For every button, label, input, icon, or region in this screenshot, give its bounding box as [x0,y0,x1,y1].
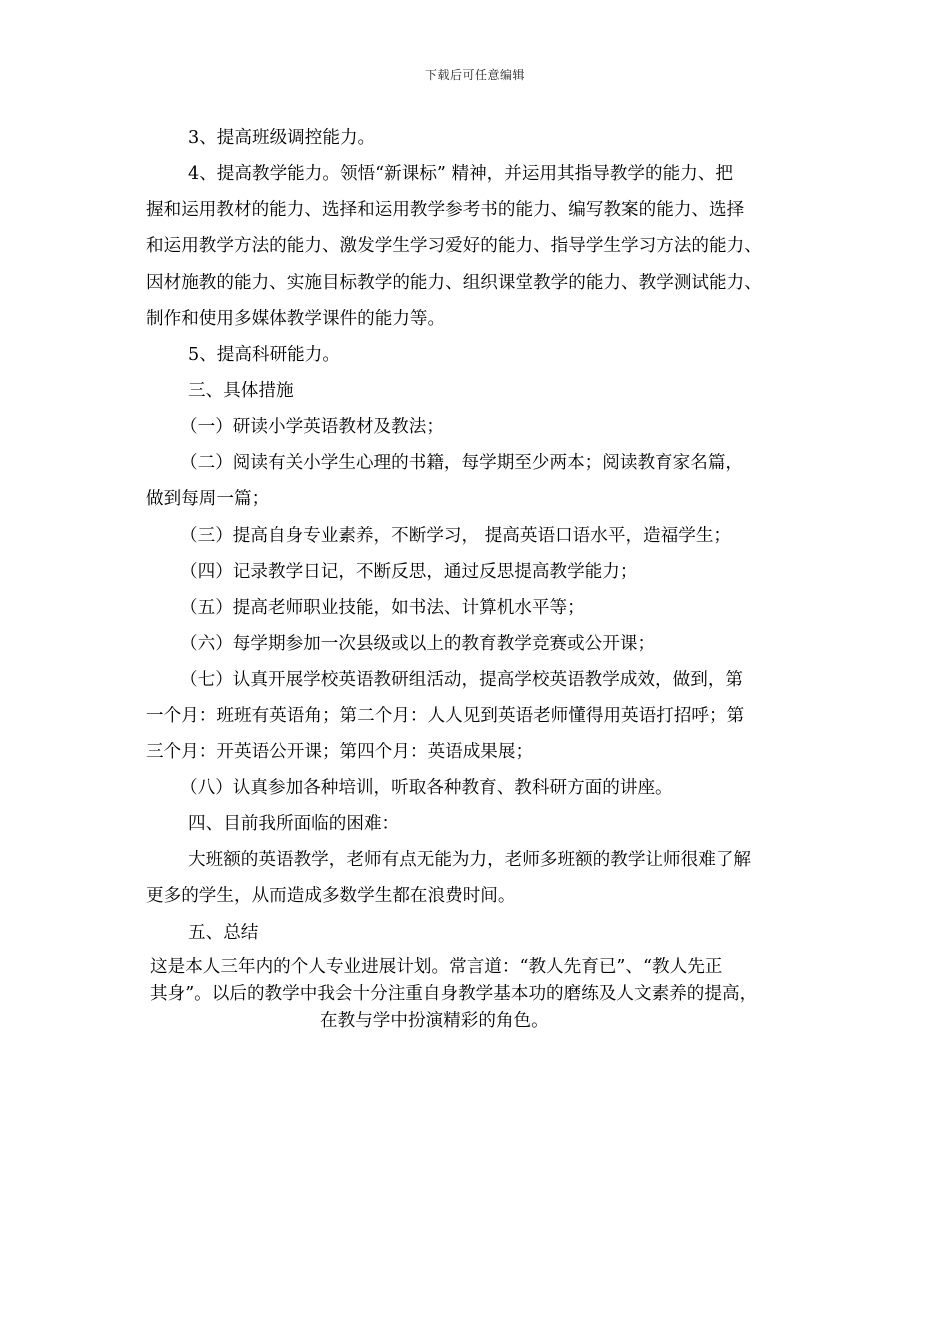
body-line: 3、提高班级调控能力。 [188,128,376,148]
summary-line: 在教与学中扮演精彩的角色。 [320,1011,549,1031]
measure-item: （六）每学期参加一次县级或以上的教育教学竞赛或公开课； [180,634,656,654]
measure-item: （二）阅读有关小学生心理的书籍，每学期至少两本；阅读教育家名篇， [180,453,744,473]
body-line: 三个月：开英语公开课；第四个月：英语成果展； [146,742,534,762]
body-line: 因材施教的能力、实施目标教学的能力、组织课堂教学的能力、教学测试能力、 [146,273,762,293]
body-line: 做到每周一篇； [146,489,270,509]
body-line: 一个月：班班有英语角；第二个月：人人见到英语老师懂得用英语打招呼；第 [146,706,745,726]
body-line: 制作和使用多媒体教学课件的能力等。 [146,309,446,329]
measure-item: （三）提高自身专业素养，不断学习， 提高英语口语水平，造福学生； [180,526,732,546]
summary-line: 其身”。以后的教学中我会十分注重自身教学基本功的磨练及人文素养的提高， [150,984,758,1004]
measure-item: （四）记录教学日记，不断反思，通过反思提高教学能力； [180,562,638,582]
body-line: 大班额的英语教学，老师有点无能为力，老师多班额的教学让师很难了解 [188,850,752,870]
body-line: 握和运用教材的能力、选择和运用教学参考书的能力、编写教案的能力、选择 [146,200,745,220]
measure-item: （七）认真开展学校英语教研组活动，提高学校英语教学成效，做到，第 [180,670,744,690]
summary-line: 这是本人三年内的个人专业进展计划。常言道：“教人先育已”、“教人先正 [150,957,723,977]
page-header: 下载后可任意编辑 [424,68,525,82]
body-line: 和运用教学方法的能力、激发学生学习爱好的能力、指导学生学习方法的能力、 [146,236,762,256]
measure-item: （八）认真参加各种培训，听取各种教育、教科研方面的讲座。 [180,778,673,798]
body-line: 4、提高教学能力。领悟“新课标” 精神，并运用其指导教学的能力、把 [188,164,733,184]
measure-item: （一）研读小学英语教材及教法； [180,417,444,437]
section-heading: 四、目前我所面临的困难： [188,814,400,834]
body-line: 5、提高科研能力。 [188,345,340,365]
section-heading: 三、具体措施 [188,381,294,401]
measure-item: （五）提高老师职业技能，如书法、计算机水平等； [180,598,585,618]
body-line: 更多的学生，从而造成多数学生都在浪费时间。 [146,886,516,906]
section-heading: 五、总结 [188,923,259,943]
